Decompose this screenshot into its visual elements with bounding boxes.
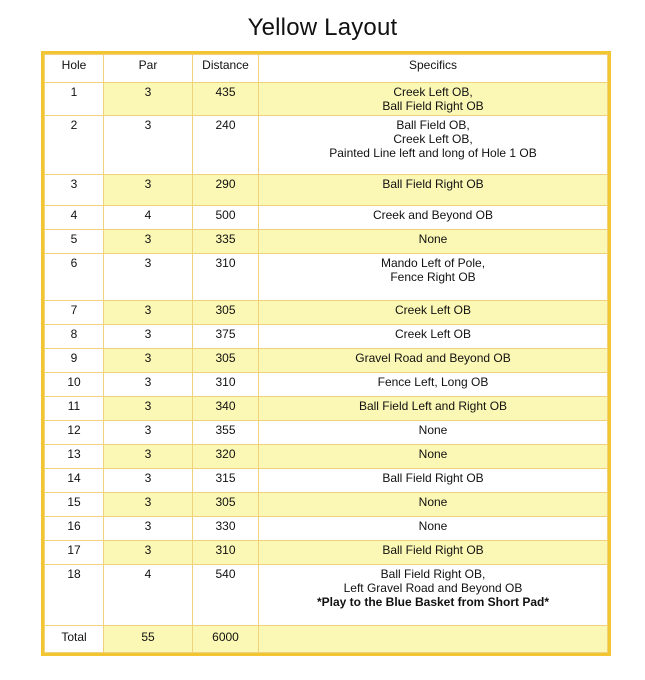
table-row [45, 565, 608, 626]
specifics-line: Creek Left OB [394, 327, 472, 341]
cell-par: 3 [104, 469, 193, 493]
cell-hole: 6 [45, 254, 104, 301]
cell-distance: 305 [193, 349, 259, 373]
cell-par: 3 [104, 254, 193, 301]
table-row [45, 325, 608, 349]
cell-specifics [259, 445, 608, 469]
cell-distance: 305 [193, 493, 259, 517]
table-row [45, 373, 608, 397]
cell-hole: 2 [45, 116, 104, 175]
cell-par: 3 [104, 445, 193, 469]
specifics-line: Ball Field Right OB [382, 99, 484, 113]
specifics-line: Painted Line left and long of Hole 1 OB [329, 146, 537, 160]
cell-hole: 13 [45, 445, 104, 469]
total-specifics [259, 626, 608, 653]
cell-specifics [259, 301, 608, 325]
cell-specifics [259, 230, 608, 254]
cell-distance: 315 [193, 469, 259, 493]
layout-table [44, 54, 608, 653]
cell-hole: 7 [45, 301, 104, 325]
cell-par: 4 [104, 206, 193, 230]
cell-specifics [259, 206, 608, 230]
cell-hole: 12 [45, 421, 104, 445]
page-title: Yellow Layout [247, 14, 398, 41]
specifics-line: None [418, 447, 448, 461]
specifics-line: Creek Left OB, [393, 85, 473, 99]
layout-table-frame [41, 51, 611, 656]
specifics-line: Ball Field Right OB [382, 177, 484, 191]
table-row [45, 397, 608, 421]
cell-distance: 290 [193, 175, 259, 206]
table-row [45, 254, 608, 301]
cell-hole: 1 [45, 83, 104, 116]
total-label: Total [45, 626, 104, 653]
total-par: 55 [104, 626, 193, 653]
cell-distance: 310 [193, 254, 259, 301]
cell-specifics [259, 469, 608, 493]
cell-par: 3 [104, 230, 193, 254]
table-row [45, 301, 608, 325]
table-row [45, 493, 608, 517]
cell-par: 3 [104, 493, 193, 517]
cell-specifics [259, 421, 608, 445]
specifics-line: Ball Field Left and Right OB [358, 399, 508, 413]
cell-distance: 310 [193, 541, 259, 565]
cell-par: 3 [104, 116, 193, 175]
specifics-line: None [418, 423, 448, 437]
cell-distance: 375 [193, 325, 259, 349]
cell-distance: 435 [193, 83, 259, 116]
cell-specifics [259, 349, 608, 373]
cell-specifics [259, 517, 608, 541]
cell-hole: 14 [45, 469, 104, 493]
table-row [45, 206, 608, 230]
cell-hole: 16 [45, 517, 104, 541]
cell-specifics [259, 565, 608, 626]
cell-par: 3 [104, 517, 193, 541]
cell-hole: 17 [45, 541, 104, 565]
cell-par: 4 [104, 565, 193, 626]
table-row [45, 116, 608, 175]
cell-par: 3 [104, 397, 193, 421]
cell-hole: 3 [45, 175, 104, 206]
specifics-line: Fence Left, Long OB [377, 375, 489, 389]
table-row [45, 83, 608, 116]
table-row [45, 230, 608, 254]
cell-hole: 9 [45, 349, 104, 373]
header-distance: Distance [193, 55, 259, 83]
specifics-note: *Play to the Blue Basket from Short Pad* [316, 595, 550, 609]
cell-distance: 310 [193, 373, 259, 397]
cell-par: 3 [104, 175, 193, 206]
cell-par: 3 [104, 83, 193, 116]
cell-par: 3 [104, 349, 193, 373]
specifics-line: Fence Right OB [390, 270, 476, 284]
cell-hole: 5 [45, 230, 104, 254]
specifics-line: None [418, 519, 448, 533]
cell-hole: 10 [45, 373, 104, 397]
table-row [45, 469, 608, 493]
cell-distance: 330 [193, 517, 259, 541]
table-row [45, 445, 608, 469]
cell-hole: 8 [45, 325, 104, 349]
specifics-line: Ball Field Right OB [382, 543, 484, 557]
cell-hole: 11 [45, 397, 104, 421]
cell-specifics [259, 541, 608, 565]
cell-hole: 4 [45, 206, 104, 230]
cell-specifics [259, 373, 608, 397]
specifics-line: Creek Left OB, [393, 132, 473, 146]
cell-par: 3 [104, 325, 193, 349]
cell-par: 3 [104, 421, 193, 445]
table-row [45, 541, 608, 565]
specifics-line: Gravel Road and Beyond OB [355, 351, 511, 365]
total-row [45, 626, 608, 653]
table-row [45, 517, 608, 541]
cell-specifics [259, 116, 608, 175]
cell-hole: 15 [45, 493, 104, 517]
total-distance: 6000 [193, 626, 259, 653]
cell-distance: 500 [193, 206, 259, 230]
cell-specifics [259, 83, 608, 116]
cell-specifics [259, 325, 608, 349]
header-hole: Hole [45, 55, 104, 83]
cell-par: 3 [104, 301, 193, 325]
cell-specifics [259, 493, 608, 517]
specifics-line: None [418, 495, 448, 509]
header-specifics: Specifics [259, 55, 608, 83]
specifics-line: Ball Field Right OB [382, 471, 484, 485]
specifics-line: Ball Field OB, [396, 118, 470, 132]
cell-distance: 240 [193, 116, 259, 175]
cell-specifics [259, 254, 608, 301]
table-row [45, 421, 608, 445]
specifics-line: None [418, 232, 448, 246]
specifics-line: Ball Field Right OB, [380, 567, 486, 581]
cell-distance: 340 [193, 397, 259, 421]
table-row [45, 349, 608, 373]
cell-par: 3 [104, 373, 193, 397]
cell-distance: 540 [193, 565, 259, 626]
table-header-row [45, 55, 608, 83]
cell-distance: 335 [193, 230, 259, 254]
specifics-line: Creek and Beyond OB [372, 208, 494, 222]
header-par: Par [104, 55, 193, 83]
specifics-line: Left Gravel Road and Beyond OB [343, 581, 523, 595]
cell-distance: 355 [193, 421, 259, 445]
specifics-line: Creek Left OB [394, 303, 472, 317]
cell-specifics [259, 175, 608, 206]
cell-distance: 320 [193, 445, 259, 469]
cell-hole: 18 [45, 565, 104, 626]
cell-distance: 305 [193, 301, 259, 325]
cell-specifics [259, 397, 608, 421]
table-row [45, 175, 608, 206]
cell-par: 3 [104, 541, 193, 565]
specifics-line: Mando Left of Pole, [380, 256, 486, 270]
